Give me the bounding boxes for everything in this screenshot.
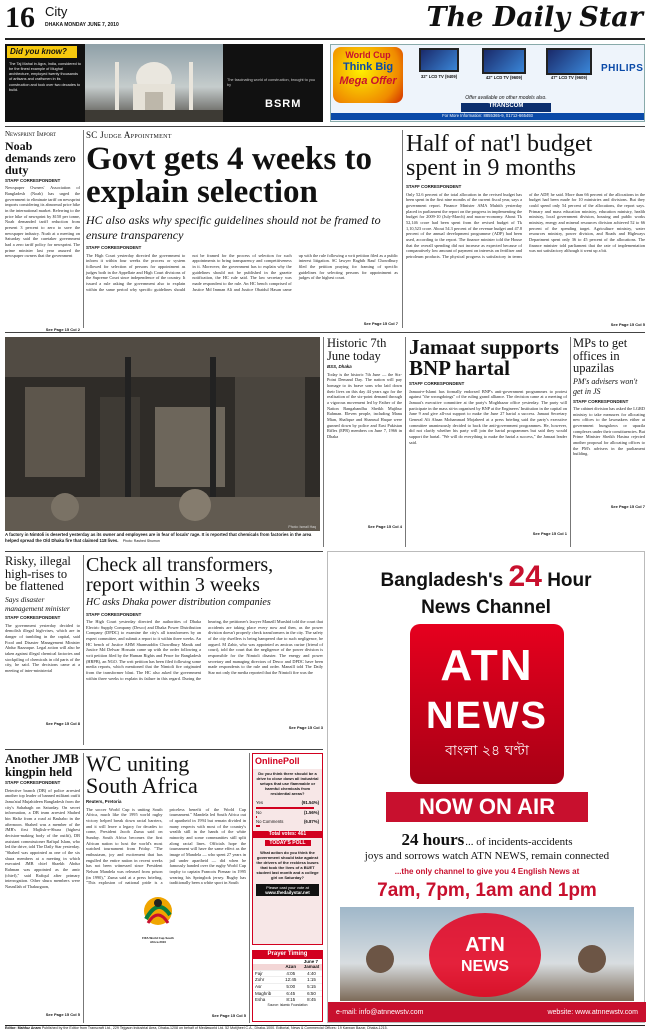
world-cup-logo (138, 893, 178, 947)
world-cup-logo-text: FIFA World Cup South Africa 2010 (142, 936, 174, 944)
prayer-time: 5:00 (280, 984, 301, 991)
story-body: The High Court yesterday directed the authorities of Dhaka Electric Supply Company (Desco) and Dhaka Power Distribution Company (DPDC) to examine the city's all transformers by an expert committee, and submit a report to it within three weeks. An HC bench of Justice AHM Shamsuddin Chowdhury Manik and Justice Md Delwar Hossain came up with the order following a writ petition filed by the Human Rights and Peace for Bangladesh (HRPB), an NGO. The writ petition has been filed following some media reports, which mentioned that the Nimtoli fire originated from the transformer blast. The HC also asked the government within three weeks to explain its failure in this regard. During the hearing, the petitioner's lawyer Manzill Murshid told the court that accidents are taking place every now and then, as the power division doesn't properly check transformers in the city. The safety of the city dwellers is being hampered due to such negligence, he argued. M Zahir, who was appointed as amicus curiae (friend of court), told the court that the negligence of the power division is responsible for the Nimtoli disaster. The energy and power secretary and managing directors of Desco and DPDC have been made respondents to the rule and order. Manzill told The Daily Star not only the media reported that the Nimtoli fire was the (86, 619, 323, 681)
story-jump-link[interactable]: See Page 15 Col 1 (532, 530, 567, 536)
column-divider (402, 130, 403, 328)
prayer-row (253, 990, 322, 997)
story-byline: STAFF CORRESPONDENT (86, 245, 142, 251)
story-body: The soccer World Cup is uniting South Africa, much like the 1995 world rugby victory helped break down racial barriers, and it will leave a legacy for decades to come, President Jacob Zuma said on Sunday. South Africa becomes the first African nation to host the world's most watched tournament from Friday. "The enthusiasm, joy and excitement that has engulfed the entire nation in recent weeks has not been witnessed since President Nelson Mandela was released from prison (in 1990)," Zuma said at a press briefing. "This explosion of national pride is a priceless benefit of the World Cup tournament." Mandela led South Africa out of apartheid in 1994 but remain divided in many respects with most of the country's wealth still in the hands of the white minority and some communities still split along racial lines. Officials hope the tournament will have the same effect as the image of Mandela — who spent 27 years in jail under apartheid — did when he famously handed over the rugby World Cup trophy to captain Francois Pienaar in 1995 wearing his Springbok jersey. Rugby has traditionally been a white sport in South (86, 806, 246, 886)
prayer-table (253, 964, 322, 1003)
column-divider (323, 337, 324, 547)
story-wc (86, 753, 246, 1023)
atn-footer-bar (328, 1002, 646, 1022)
story-jump-link[interactable]: See Page 15 Col 8 (45, 720, 80, 726)
todays-poll-label: TODAY'S POLL (265, 840, 311, 846)
story-body: The government yesterday decided to demolish illegal high-rises, which are in danger of tumbling in the capital, said Food and Disaster Management Minister Abdur Razzaque. Legal action will also be taken against illegal chemical factories and stockpiling of chemicals in old parts of the city, he said. The decisions came at a meeting of inter-ministerial (5, 622, 80, 674)
story-jmb (5, 753, 80, 1023)
philips-title-3: Mega Offer (339, 75, 397, 87)
atn-hours-line (328, 829, 646, 850)
atn-bangla: বাংলা ২৪ ঘণ্টা (445, 742, 529, 759)
story-body: The High Court yesterday directed the government to inform it within four weeks the process or system followed for selection of persons for appointment as judges both in the Appellate and High Court divisions of the Supreme Court since independence of the country. It issued a rule asking the government also to explain within the same period why specific guidelines should not be framed for the process of selection for such appointments to bring transparency and competitiveness in it. Moreover, the government has to explain why the guidelines should not be published in the gazette notification, the HC rule said. The law secretary was made respondent to the rule. An HC bench comprised of Justice Md Imman Ali and Justice Obaidul Hasan came up with the rule following a writ petition filed as a public interest litigation. SC lawyer Ragbib Rauf Chowdhury filed the petition praying for framing of specific guidelines for selecting persons for appointment as judges of the highest court. (86, 252, 398, 292)
story-headline: Another JMB kingpin held (5, 752, 79, 779)
nimtoli-factory-photo (5, 337, 320, 531)
poll-results (253, 798, 322, 829)
prayer-row (253, 977, 322, 984)
story-headline: Check all transformers, report within 3 weeks (86, 554, 274, 596)
tv-offer-1 (409, 48, 469, 90)
paper-name-logo: The Daily Star (426, 2, 643, 33)
prayer-name: Fajr (253, 970, 280, 977)
story-deck: HC asks Dhaka power distribution companies (86, 597, 271, 608)
prayer-time: 5:15 (301, 984, 322, 991)
tv-image (419, 48, 459, 72)
philips-footer-3: For More Information: 8855365-9, 01712-665493 (331, 113, 644, 120)
prayer-header-cell: Jamaat (301, 964, 322, 970)
story-headline: Risky, illegal high-rises to be flattened (5, 554, 71, 593)
tv-label: 47" LCD TV (9609) (550, 75, 588, 80)
prayer-row (253, 997, 322, 1003)
tv-offer-2 (474, 48, 534, 90)
tv-label: 42" LCD TV (9609) (485, 75, 523, 80)
poll-cta-line-1: Please cast your vote at (266, 884, 309, 890)
page-number: 16 (5, 1, 35, 34)
tv-image (482, 48, 526, 74)
philips-footer-1: Offer available on other models also. (465, 95, 547, 101)
story-jamaat (409, 337, 567, 547)
story-jump-link[interactable]: See Page 15 Col 4 (367, 523, 402, 529)
bsrm-ad (5, 44, 323, 122)
svg-text:ATN: ATN (465, 934, 505, 956)
column-divider (405, 337, 406, 547)
story-body: Today is the historic 7th June — the Six-Point Demand Day. The nation will pay homage to its brave sons who laid down their lives on this day 44 years ago for the realisation of the six-point demand through a vigorous movement led by Father of the Nation Bangabandhu Sheikh Mujibur Rahman. Eleven people, including Manu Mian, Shafique and Shamsul Haque were gunned down by police and East Pakistan Rifles (EPR) members on June 7, 1966 in Dhaka (327, 371, 402, 439)
story-kicker: SC Judge Appointment (86, 130, 172, 140)
prayer-name: Zohr (253, 977, 280, 984)
philips-brand: PHILIPS (601, 63, 644, 74)
tv-image (546, 48, 592, 75)
prayer-name: Maghrib (253, 990, 280, 997)
poll-question: Do you think there should be a drive to close down all industrial setups that use flammable or harmful chemicals from residential areas? (256, 771, 319, 797)
prayer-time: 8:15 (280, 997, 301, 1003)
poll-total-votes: Total votes: 461 (253, 831, 322, 837)
atn-logo-bottom: NEWS (426, 695, 548, 737)
bsrm-question: Did you know? (10, 47, 67, 56)
tv-offer-3 (539, 48, 599, 90)
story-jump-link[interactable]: See Page 15 Col 5 (211, 1012, 246, 1018)
story-byline: STAFF CORRESPONDENT (406, 184, 462, 189)
ads-rule (5, 126, 645, 127)
story-headline: Half of nat'l budget spent in 9 months (406, 131, 593, 181)
prayer-time: 1:15 (301, 977, 322, 984)
prayer-time: 4:05 (280, 970, 301, 977)
story-body: Jamaat-e-Islami has formally endorsed BNP's anti-government programmes to protest against "the wrongdoings" of the ruling grand alliance. The decision came at a meeting of Jamaat's executive committee at the party's Moghbazar office yesterday. The party will participate in the mass sit-in organised by BNP at the Engineers' Institution in the capital on June 9 and give all-out support to make the June 27 hartal a success. Jamaat Secretary General Ali Ahsan Mohammad Mojaheed at a press briefing said the party's executive committee unanimously decided to back the anti-government programmes. He, however, did not clarify whether his party will join the hartal programmes but said they would support the hartal. "We will do everything to make the hartal a success," the Jamaat leader said. (409, 388, 567, 445)
story-byline: STAFF CORRESPONDENT (5, 177, 61, 183)
poll-option-percent: (1.56%) (303, 809, 319, 815)
masthead-rule (5, 38, 645, 40)
todays-poll-question: What action do you think the government should take against the drivers of the reckless buses that took the lives of a BUET student last month and a college girl on Saturday? (256, 849, 319, 880)
poll-title: OnlinePoll (255, 756, 300, 766)
story-deck: HC also asks why specific guidelines should not be framed to ensure transparency (86, 213, 381, 243)
story-headline: Historic 7th June today (327, 336, 387, 363)
story-headline: WC uniting South Africa (86, 751, 198, 798)
svg-text:NEWS: NEWS (461, 958, 509, 975)
story-byline: Reuters, Pretoria (86, 799, 122, 804)
atn-hours-a: 24 hours (401, 830, 465, 849)
philips-title (333, 47, 403, 103)
atn-news-ad (327, 551, 645, 1023)
poll-option (256, 810, 319, 815)
atn-footer-web[interactable]: website: www.atnnewstv.com (547, 1009, 638, 1016)
story-byline: STAFF CORRESPONDENT (5, 615, 61, 621)
atn-footer-email[interactable]: e-mail: info@atnnewstv.com (336, 1009, 424, 1016)
column-divider (83, 130, 84, 328)
photo-credit: Photo: Rashed Shumon (122, 538, 160, 543)
atn-headline-24: 24 (508, 560, 542, 593)
row-rule (5, 551, 323, 552)
transcom-label: TRANSCOM (488, 103, 524, 109)
story-noab (5, 130, 80, 333)
poll-title-bar (253, 754, 322, 769)
imprint-text: Published by the Editor from Transcraft Ltd., 229 Tejgaon Industrial Area, Dhaka-1208 on behalf of Mediaworld Ltd. 52 Motijheel C.A., Dhaka-1000. Editorial, News & Commercial Offices: 19 Karwan Bazar, Dhaka-1215. (41, 1026, 388, 1030)
prayer-title: Prayer Timing (253, 951, 322, 959)
taj-mahal-image (85, 44, 223, 122)
atn-headline-a: Bangladesh's (380, 570, 504, 591)
story-byline: STAFF CORRESPONDENT (5, 780, 61, 785)
philips-title-1: World Cup (345, 50, 391, 60)
atn-logo (410, 624, 564, 784)
story-body: The cabinet division has asked the LGRD ministry to take measures for allocating new offices to the lawmakers either at government bungalows or upazila complexes under their constituencies. But Prime Minister Sheikh Hasina rejected another proposal for allocating offices to the PM's advisers in the parliament building. (573, 406, 645, 457)
online-poll-box (252, 753, 323, 945)
poll-option-label: Yes (256, 800, 264, 806)
prayer-time: 6:50 (301, 990, 322, 997)
atn-headline-2: News Channel (421, 596, 551, 618)
atn-headline (328, 558, 644, 596)
story-byline: STAFF CORRESPONDENT (409, 381, 465, 386)
photo-caption-text: A factory in Nimtoli is deserted yesterday as its owner and employees are in fear of locals' rage. It is reported that chemicals from factories in the area helped spread the Old Dhaka fire that claimed 118 lives. (5, 532, 312, 543)
story-jump-link[interactable]: See Page 15 Col 5 (610, 321, 645, 327)
story-govt (86, 130, 398, 328)
story-headline: Jamaat supports BNP hartal (409, 335, 559, 380)
bsrm-logo (265, 98, 319, 116)
prayer-timing-box (252, 950, 323, 1022)
story-jump-link[interactable]: See Page 15 Col 3 (288, 725, 323, 730)
story-deck: PM's advisers won't get in JS (573, 376, 638, 396)
prayer-time: 8:45 (301, 997, 322, 1003)
prayer-time: 12:45 (280, 977, 301, 984)
column-divider (83, 753, 84, 1023)
now-on-air-banner (386, 792, 588, 822)
philips-ad (330, 44, 645, 122)
row-rule (5, 332, 645, 333)
story-body: Detective branch (DB) of police arrested another top leader of banned militant outfit Jama'atul Mujahideen Bangladesh from the city's Sahabagh on Saturday. On secret information, a DB team arrested Shahed bin Hafiz from a road at Bashabo in the afternoon. Shahed was a member of the JMB's first Majlish-e-Shura (highest decision-making body of the outfit), DB assistant commissioner Rafiqul Islam, who led the drive, told The Daily Star yesterday. "Shahed was appointed as one of the six shura members at a meeting in which executed JMB chief Shaekh Abdur Rahman was appointed as the amir (chief)," said Rafiqul after primary interrogation. Other shura members were Nasrullah of Thakurgaon, (5, 787, 80, 889)
masthead (5, 2, 645, 40)
story-jump-link[interactable]: See Page 15 Col 7 (610, 504, 645, 509)
tv-label: 32" LCD TV (9409) (420, 74, 458, 79)
story-headline: MPs to get offices in upazilas (573, 336, 628, 375)
story-jump-link[interactable]: See Page 15 Col 7 (363, 320, 398, 326)
atn-headline-b: Hour (547, 570, 592, 591)
story-jump-link[interactable]: See Page 15 Col 5 (45, 1011, 80, 1017)
philips-title-2: Think Big (342, 61, 394, 74)
atn-hours-b: ... of incidents-accidents (465, 836, 573, 848)
poll-option-percent: (6.87%) (303, 818, 319, 824)
atn-only-channel: ...the only channel to give you 4 English News at (394, 867, 580, 876)
row-rule (5, 749, 323, 750)
transcom-logo (461, 103, 551, 112)
prayer-name: Asr (253, 984, 280, 991)
poll-option (256, 800, 319, 805)
column-divider (570, 337, 571, 547)
prayer-source: Source: Islamic Foundation (267, 1002, 308, 1007)
imprint (5, 1026, 645, 1034)
poll-option-bar (256, 816, 257, 818)
prayer-time: 6:45 (280, 990, 301, 997)
atn-studio-image (340, 907, 634, 1001)
story-byline: BSS, Dhaka (327, 364, 352, 369)
story-jump-link[interactable]: See Page 15 Col 2 (45, 327, 80, 333)
story-body: Only 52.6 percent of the total allocation in the revised budget has been spent in the first nine months of the current fiscal year, says a government report. Finance Minister AMA Muhith yesterday placed in parliament the report on the progress in implementing the budget for 2009-10 (July-March) and macro-economy. About Tk 52,146 crore had been spent from the revised budget of Tk 1,10,523 crore. About 54.3 percent of the revenue budget and 47.8 percent of the annual development programme (ADP) had been used, according to the report. The finance minister told the House that the overall spending did not increase as expected because of comparatively low amount of payment on interests on fertiliser and petroleum products. The physical progress is satisfactory in terms of the ADP, he said. More than 66 percent of the allocations in the budget had been made for 10 ministries and divisions. But they could spend only 54 percent of the allocations, the report says. Primary and mass education ministry, education ministry, health ministry, local government division, housing and public works ministry, energy and mineral resources division achieved 52 to 66 percent of the spending target. Agriculture ministry, water resources ministry, power division, and Roads and Highways Department spent only 36 to 45 percent of the allocations. The finance minister told parliament that the rate of implementation was not satisfactory although it went up a bit. (406, 191, 645, 259)
now-on-air-text: NOW ON AIR (418, 794, 556, 819)
atn-times: 7am, 7pm, 1am and 1pm (377, 880, 597, 901)
poll-cta-url[interactable]: www.thedailystar.net (265, 889, 310, 895)
prayer-row (253, 984, 322, 991)
poll-option-percent: (91.54%) (301, 800, 319, 806)
story-kicker: Newsprint Import (5, 130, 57, 138)
photo-caption (5, 532, 320, 548)
story-headline: Noab demands zero duty (5, 138, 76, 177)
bsrm-tagline: The fascinating world of construction, brought to you by (227, 78, 316, 87)
poll-option-bar (256, 807, 314, 809)
section-name: City (45, 4, 68, 19)
poll-option (256, 819, 319, 824)
story-byline: STAFF CORRESPONDENT (86, 611, 142, 617)
prayer-name: Esha (253, 997, 280, 1003)
story-body: Newspaper Owners' Association of Bangladesh (Noab) has urged the government to eliminate tariff on newsprint imports considering its abnormal price hike in the international market. Referring to the price hike of newsprint by $150 per tonne, Noab demanded tariff reduction from present 3 percent to zero to save the newspaper industry. Noab at a meeting on Saturday said the caretaker government had a zero tariff policy for newsprint. The prime minister last year assured the newspaper owners that the government (5, 185, 80, 259)
story-transformers (86, 555, 323, 745)
prayer-header-cell: Azan (280, 964, 301, 970)
imprint-editor: Editor: Mahfuz Anam (5, 1026, 41, 1030)
prayer-time: 4:40 (301, 970, 322, 977)
bsrm-body: The Taj Mahal in Agra, India, considered to be the finest example of Mughal architecture, employed twenty thousands of artisans and craftsmen in its construction and took over two decades to build. (9, 62, 81, 92)
story-budget (406, 130, 645, 328)
prayer-row (253, 970, 322, 977)
bsrm-brand: BSRM (265, 98, 302, 110)
photo-inner-credit: Photo: Ismail Haq (288, 524, 316, 529)
story-risky (5, 555, 80, 745)
story-deck: Says disaster management minister (5, 594, 70, 613)
column-divider (249, 753, 250, 1023)
story-historic (327, 337, 402, 547)
column-divider (83, 555, 84, 745)
story-mps (573, 337, 645, 547)
atn-logo-top: ATN (440, 641, 534, 690)
poll-option-bar (256, 825, 260, 827)
story-headline: Govt gets 4 weeks to explain selection (86, 141, 372, 211)
poll-option-label: No Comments (256, 818, 284, 824)
bsrm-question-banner (7, 46, 77, 58)
story-byline: STAFF CORRESPONDENT (573, 398, 629, 404)
atn-joys-line: joys and sorrows watch ATN NEWS, remain connected (364, 850, 610, 862)
poll-option-label: No (256, 809, 262, 815)
prayer-date: June 7 (303, 958, 318, 964)
dateline: DHAKA MONDAY JUNE 7, 2010 (45, 22, 119, 28)
poll-cta[interactable] (256, 884, 319, 897)
